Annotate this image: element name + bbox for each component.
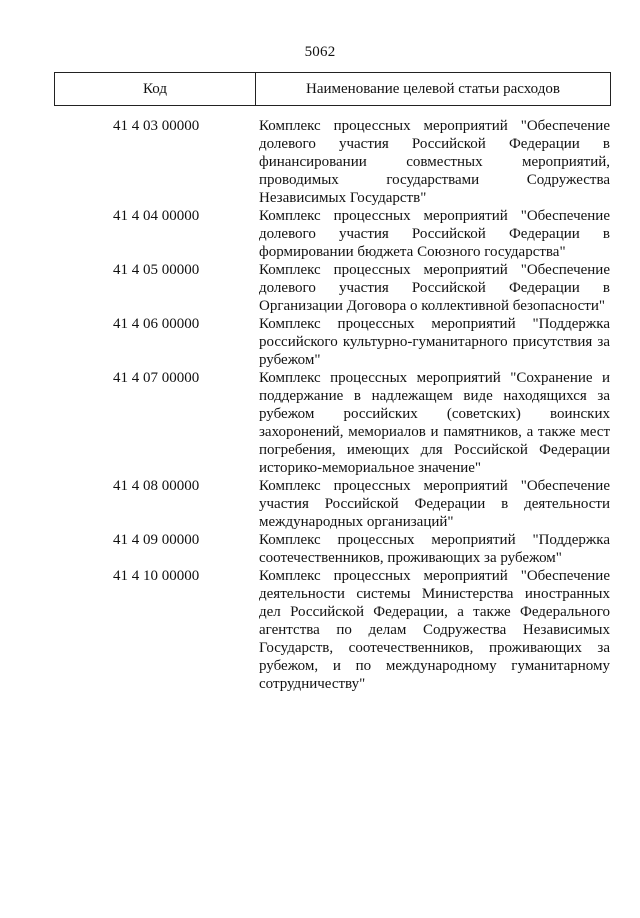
row-name: Комплекс процессных мероприятий "Обеспечение долевого участия Российской Федерации в формировании бюджета Союзного государства" bbox=[259, 208, 610, 260]
row-name: Комплекс процессных мероприятий "Обеспечение долевого участия Российской Федерации в Организации Договора о коллективной безопасности" bbox=[259, 262, 610, 314]
table-row bbox=[0, 207, 640, 261]
row-name: Комплекс процессных мероприятий "Обеспечение деятельности системы Министерства иностранных дел Российской Федерации, а также Федерального агентства по делам Содружества Независимых Государств, соотечественников, проживающих за рубежом, и по международному гуманитарному сотрудничеству" bbox=[259, 568, 610, 692]
row-code: 41 4 03 00000 bbox=[113, 118, 200, 134]
table-row bbox=[0, 117, 640, 207]
row-name: Комплекс процессных мероприятий "Сохранение и поддержание в надлежащем виде находящихся за рубежом российских (советских) воинских захоронений, мемориалов и памятников, а также мест погребения, имеющих для Российской Федерации историко-мемориальное значение" bbox=[259, 370, 610, 476]
table-row bbox=[0, 315, 640, 369]
row-code: 41 4 09 00000 bbox=[113, 532, 200, 548]
header-name-column: Наименование целевой статьи расходов bbox=[306, 80, 560, 97]
row-code: 41 4 07 00000 bbox=[113, 370, 200, 386]
row-code: 41 4 06 00000 bbox=[113, 316, 200, 332]
page-number: 5062 bbox=[304, 44, 336, 60]
table-row bbox=[0, 369, 640, 477]
row-code: 41 4 08 00000 bbox=[113, 478, 200, 494]
table-body bbox=[0, 117, 640, 693]
table-row bbox=[0, 477, 640, 531]
table-row bbox=[0, 567, 640, 693]
row-name: Комплекс процессных мероприятий "Поддержка российского культурно-гуманитарного присутствия за рубежом" bbox=[259, 316, 610, 368]
row-name: Комплекс процессных мероприятий "Обеспечение долевого участия Российской Федерации в финансировании совместных мероприятий, проводимых государствами Содружества Независимых Государств" bbox=[259, 118, 610, 206]
table-row bbox=[0, 531, 640, 567]
row-code: 41 4 05 00000 bbox=[113, 262, 200, 278]
row-name: Комплекс процессных мероприятий "Поддержка соотечественников, проживающих за рубежом" bbox=[259, 532, 610, 566]
header-code-column: Код bbox=[55, 73, 256, 105]
row-code: 41 4 10 00000 bbox=[113, 568, 200, 584]
table-row bbox=[0, 261, 640, 315]
row-name: Комплекс процессных мероприятий "Обеспечение участия Российской Федерации в деятельности международных организаций" bbox=[259, 478, 610, 530]
table-header bbox=[54, 72, 611, 106]
row-code: 41 4 04 00000 bbox=[113, 208, 200, 224]
